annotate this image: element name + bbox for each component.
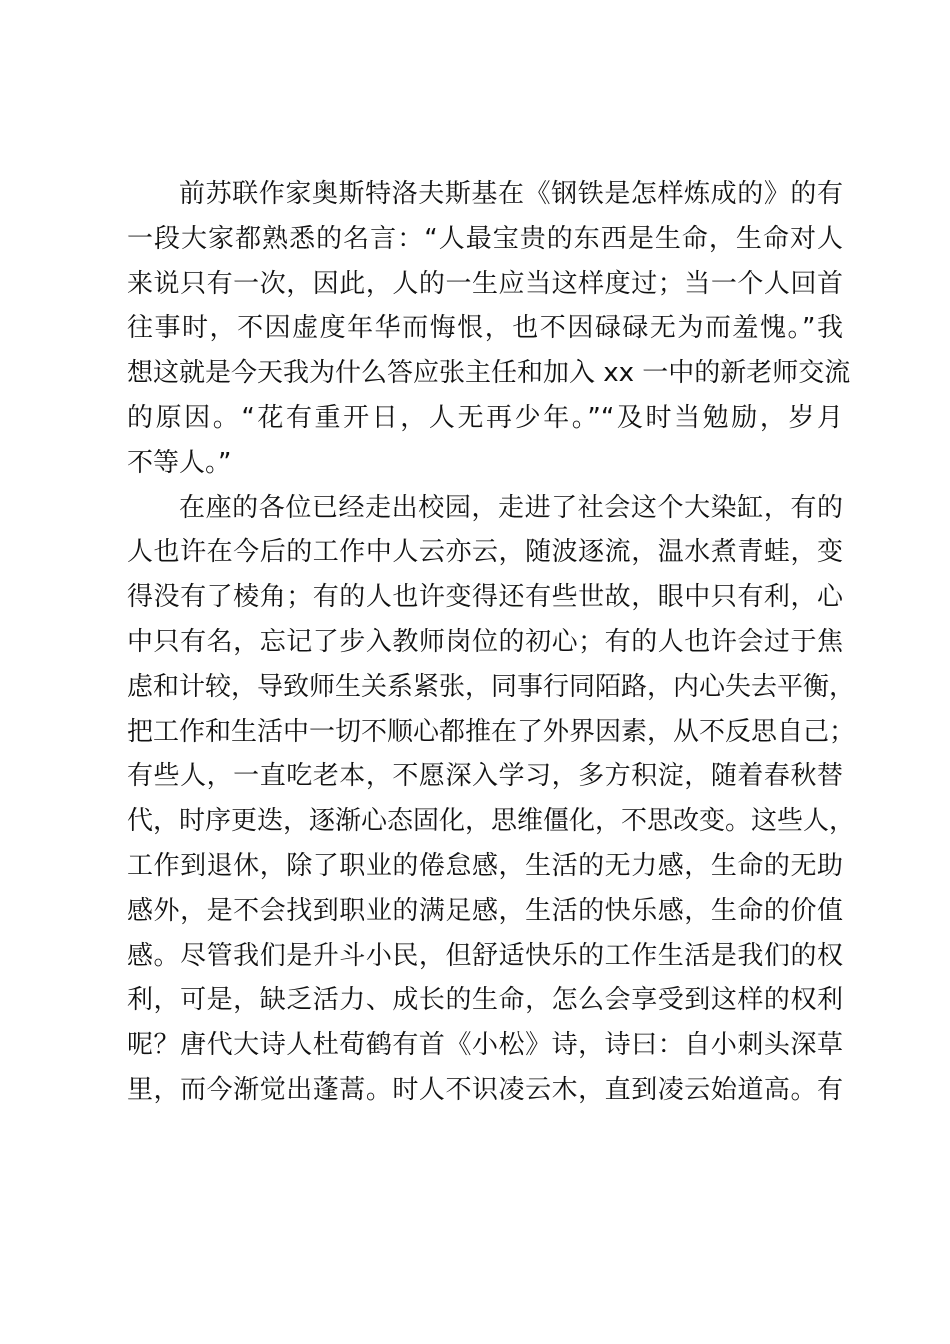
text-line: 人也许在今后的工作中人云亦云，随波逐流，温水煮青蛙，变	[127, 537, 843, 568]
text-line: 里，而今渐觉出蓬蒿。时人不识凌云木，直到凌云始道高。有	[127, 1074, 843, 1105]
paragraph-1	[127, 172, 851, 486]
text-line: 有些人，一直吃老本，不愿深入学习，多方积淀，随着春秋替	[127, 761, 843, 792]
text-line: 虑和计较，导致师生关系紧张，同事行同陌路，内心失去平衡，	[127, 671, 856, 702]
text-line: 不等人。”	[127, 447, 232, 478]
text-line: 工作到退休，除了职业的倦怠感，生活的无力感，生命的无助	[127, 850, 843, 881]
text-line: 中只有名，忘记了步入教师岗位的初心；有的人也许会过于焦	[127, 626, 843, 657]
text-line: 利，可是，缺乏活力、成长的生命，怎么会享受到这样的权利	[127, 985, 843, 1016]
text-line: 想这就是今天我为什么答应张主任和加入 xx 一中的新老师交流	[127, 358, 851, 389]
paragraph-2	[127, 486, 856, 1113]
text-line: 感外，是不会找到职业的满足感，生活的快乐感，生命的价值	[127, 895, 843, 926]
text-line: 前苏联作家奥斯特洛夫斯基在《钢铁是怎样炼成的》的有	[179, 179, 843, 209]
document-body	[127, 172, 856, 1113]
text-line: 呢？唐代大诗人杜荀鹤有首《小松》诗，诗曰：自小刺头深草	[127, 1030, 843, 1061]
text-line: 来说只有一次，因此，人的一生应当这样度过；当一个人回首	[127, 268, 843, 299]
text-line: 的原因。“花有重开日，人无再少年。”“及时当勉励，岁月	[127, 402, 843, 433]
text-line: 代，时序更迭，逐渐心态固化，思维僵化，不思改变。这些人，	[127, 806, 856, 837]
text-line: 把工作和生活中一切不顺心都推在了外界因素，从不反思自己；	[127, 716, 856, 747]
text-line: 感。尽管我们是升斗小民，但舒适快乐的工作生活是我们的权	[127, 940, 843, 971]
text-line: 在座的各位已经走出校园，走进了社会这个大染缸，有的	[179, 492, 843, 523]
text-line: 一段大家都熟悉的名言：“人最宝贵的东西是生命，生命对人	[127, 223, 843, 254]
text-line: 得没有了棱角；有的人也许变得还有些世故，眼中只有利，心	[127, 582, 843, 613]
text-line: 往事时，不因虚度年华而悔恨，也不因碌碌无为而羞愧。”我	[127, 313, 843, 344]
